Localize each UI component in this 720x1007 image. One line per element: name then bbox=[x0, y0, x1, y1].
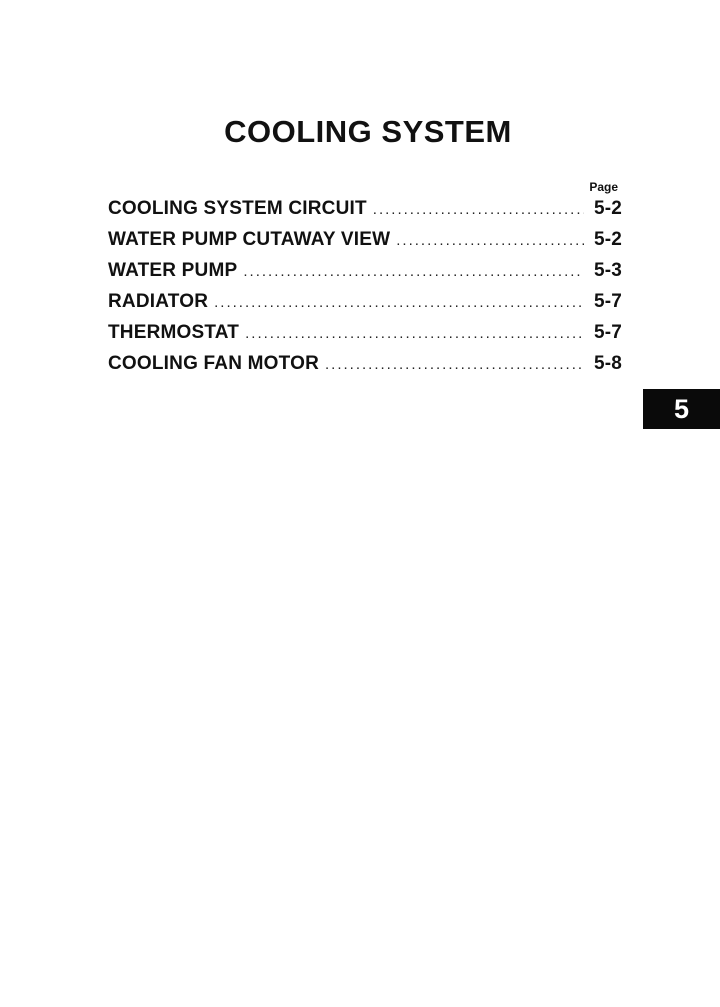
dot-leader bbox=[325, 356, 584, 373]
section-tab: 5 bbox=[643, 389, 720, 429]
toc-list bbox=[108, 198, 622, 384]
toc-entry-page: 5-7 bbox=[593, 322, 622, 343]
toc-entry-label: COOLING SYSTEM CIRCUIT bbox=[108, 198, 367, 219]
toc-entry-page: 5-3 bbox=[593, 260, 622, 281]
page-title: COOLING SYSTEM bbox=[224, 114, 512, 149]
dot-leader bbox=[214, 294, 584, 311]
toc-entry-thermostat[interactable] bbox=[108, 322, 622, 353]
toc-entry-label: WATER PUMP bbox=[108, 260, 238, 281]
toc-entry-label: THERMOSTAT bbox=[108, 322, 240, 343]
page-column-header: Page bbox=[589, 180, 618, 194]
toc-entry-page: 5-2 bbox=[593, 198, 622, 219]
toc-entry-water-pump-cutaway-view[interactable] bbox=[108, 229, 622, 260]
toc-entry-page: 5-8 bbox=[593, 353, 622, 374]
toc-entry-label: WATER PUMP CUTAWAY VIEW bbox=[108, 229, 391, 250]
dot-leader bbox=[245, 325, 584, 342]
table-of-contents bbox=[108, 180, 622, 384]
dot-leader bbox=[243, 263, 584, 280]
dot-leader bbox=[396, 232, 584, 249]
toc-entry-radiator[interactable] bbox=[108, 291, 622, 322]
toc-entry-label: RADIATOR bbox=[108, 291, 209, 312]
toc-entry-water-pump[interactable] bbox=[108, 260, 622, 291]
toc-entry-page: 5-7 bbox=[593, 291, 622, 312]
toc-entry-cooling-fan-motor[interactable] bbox=[108, 353, 622, 384]
toc-entry-label: COOLING FAN MOTOR bbox=[108, 353, 319, 374]
dot-leader bbox=[373, 201, 584, 218]
toc-entry-cooling-system-circuit[interactable] bbox=[108, 198, 622, 229]
toc-entry-page: 5-2 bbox=[593, 229, 622, 250]
